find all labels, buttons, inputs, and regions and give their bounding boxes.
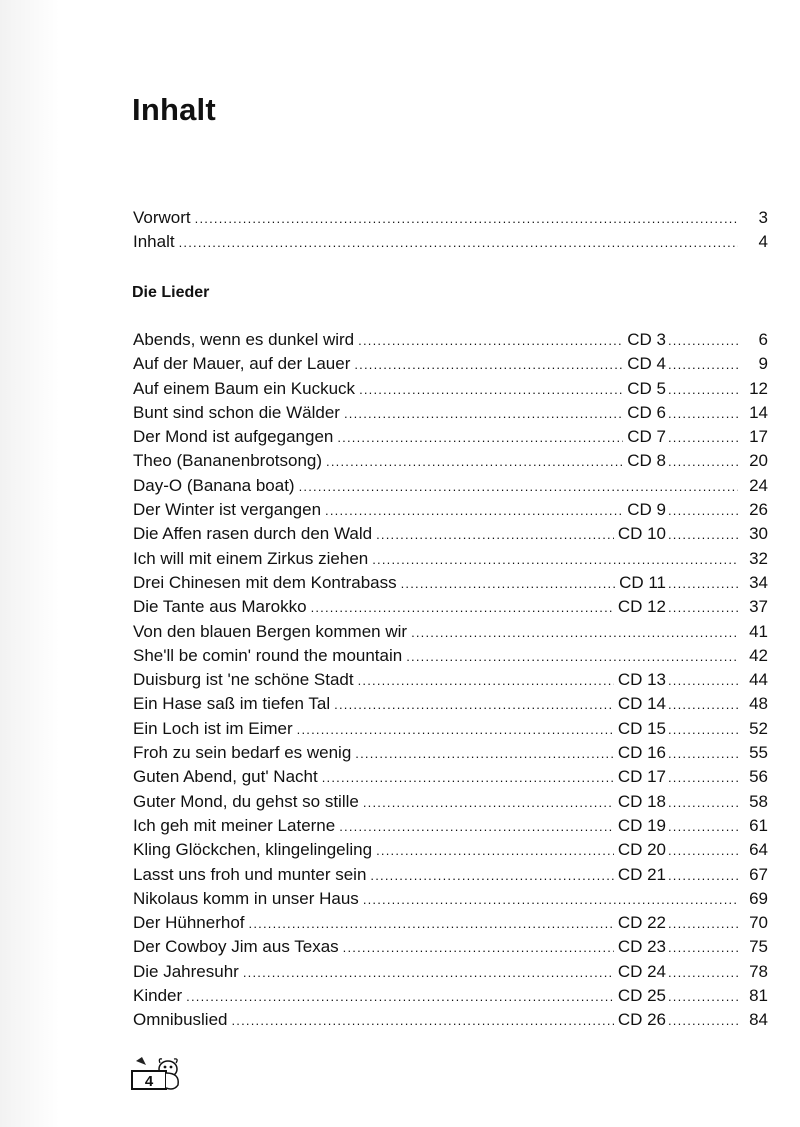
page-number-mascot-icon	[128, 1055, 186, 1093]
dot-leader	[376, 838, 614, 862]
entry-page-number: 64	[749, 840, 768, 860]
entry-page-number: 34	[749, 572, 768, 592]
dot-leader	[411, 620, 738, 644]
entry-title: Omnibuslied	[133, 1010, 228, 1030]
cd-track-label: CD 22	[617, 913, 666, 933]
entry-page-number: 12	[749, 378, 768, 398]
entry-page-number: 84	[749, 1010, 768, 1030]
song-entry	[133, 644, 768, 668]
entry-page-number: 69	[749, 888, 768, 908]
entry-title: Kinder	[133, 986, 183, 1006]
entry-page-number: 3	[758, 208, 768, 227]
cd-track-label: CD 9	[627, 500, 666, 520]
cd-track-label: CD 3	[627, 330, 666, 349]
dot-leader	[668, 522, 738, 546]
song-entry	[133, 814, 768, 838]
dot-leader	[249, 911, 614, 935]
entry-page-number: 42	[749, 645, 768, 665]
dot-leader	[359, 377, 623, 401]
song-entry	[133, 668, 768, 692]
cd-track-label: CD 10	[617, 524, 666, 544]
cd-track-label: CD 8	[627, 451, 666, 471]
entry-title: Drei Chinesen mit dem Kontrabass	[133, 572, 397, 592]
dot-leader	[311, 595, 614, 619]
entry-page-number: 56	[749, 767, 768, 787]
entry-page-number: 32	[749, 548, 768, 568]
entry-title: Ein Loch ist im Eimer	[133, 718, 293, 738]
dot-leader	[376, 522, 614, 546]
song-entry	[133, 1008, 768, 1032]
cd-track-label: CD 24	[617, 961, 666, 981]
song-entry	[133, 692, 768, 716]
song-entry	[133, 984, 768, 1008]
cd-track-label: CD 21	[617, 864, 666, 884]
entry-title: Auf der Mauer, auf der Lauer	[133, 354, 351, 374]
song-entry	[133, 595, 768, 619]
cd-track-label: CD 19	[617, 815, 666, 835]
entry-title: She'll be comin' round the mountain	[133, 645, 403, 665]
front-matter-list	[133, 206, 768, 255]
dot-leader	[668, 595, 738, 619]
cd-track-label: CD 5	[627, 378, 666, 398]
cd-track-label: CD 7	[627, 427, 666, 447]
song-entry	[133, 474, 768, 498]
section-title: Die Lieder	[132, 284, 210, 301]
song-entry	[133, 765, 768, 789]
cd-track-label: CD 14	[617, 694, 666, 714]
cd-track-label: CD 16	[617, 743, 666, 763]
entry-title: Inhalt	[133, 232, 175, 252]
dot-leader	[322, 765, 614, 789]
entry-page-number: 55	[749, 743, 768, 763]
song-entry	[133, 401, 768, 425]
entry-title: Der Winter ist vergangen	[133, 500, 322, 520]
song-entry	[133, 352, 768, 376]
entry-title: Nikolaus komm in unser Haus	[133, 888, 359, 908]
dot-leader	[358, 668, 614, 692]
song-entry	[133, 911, 768, 935]
entry-page-number: 81	[749, 986, 768, 1006]
dot-leader	[243, 960, 614, 984]
dot-leader	[668, 814, 738, 838]
entry-page-number: 58	[749, 791, 768, 811]
toc-entry	[133, 206, 768, 230]
song-entry	[133, 377, 768, 401]
dot-leader	[668, 401, 738, 425]
song-entry	[133, 935, 768, 959]
dot-leader	[668, 790, 738, 814]
song-list	[133, 328, 768, 1033]
dot-leader	[668, 765, 738, 789]
dot-leader	[668, 717, 738, 741]
dot-leader	[668, 668, 738, 692]
dot-leader	[179, 230, 738, 254]
entry-page-number: 75	[749, 937, 768, 957]
entry-title: Abends, wenn es dunkel wird	[133, 330, 355, 349]
dot-leader	[668, 935, 738, 959]
entry-page-number: 67	[749, 864, 768, 884]
entry-page-number: 24	[749, 475, 768, 495]
cd-track-label: CD 18	[617, 791, 666, 811]
entry-page-number: 26	[749, 500, 768, 520]
cd-track-label: CD 25	[617, 986, 666, 1006]
song-entry	[133, 863, 768, 887]
dot-leader	[668, 960, 738, 984]
entry-page-number: 61	[749, 815, 768, 835]
song-entry	[133, 620, 768, 644]
dot-leader	[668, 1008, 738, 1032]
song-entry	[133, 449, 768, 473]
cd-track-label: CD 12	[617, 597, 666, 617]
entry-title: Der Hühnerhof	[133, 913, 245, 933]
dot-leader	[344, 401, 623, 425]
entry-title: Froh zu sein bedarf es wenig	[133, 743, 352, 763]
entry-page-number: 52	[749, 718, 768, 738]
dot-leader	[668, 352, 738, 376]
entry-title: Der Cowboy Jim aus Texas	[133, 937, 339, 957]
cd-track-label: CD 4	[627, 354, 666, 374]
dot-leader	[358, 328, 623, 352]
entry-page-number: 78	[749, 961, 768, 981]
song-entry	[133, 717, 768, 741]
dot-leader	[334, 692, 614, 716]
song-entry	[133, 498, 768, 522]
song-entry	[133, 887, 768, 911]
entry-page-number: 6	[758, 330, 768, 349]
cd-track-label: CD 6	[627, 402, 666, 422]
dot-leader	[363, 887, 738, 911]
entry-page-number: 44	[749, 670, 768, 690]
song-entry	[133, 838, 768, 862]
entry-page-number: 20	[749, 451, 768, 471]
entry-title: Guten Abend, gut' Nacht	[133, 767, 318, 787]
entry-page-number: 48	[749, 694, 768, 714]
entry-title: Duisburg ist 'ne schöne Stadt	[133, 670, 354, 690]
dot-leader	[668, 377, 738, 401]
dot-leader	[355, 741, 614, 765]
song-entry	[133, 571, 768, 595]
entry-title: Day-O (Banana boat)	[133, 475, 295, 495]
dot-leader	[668, 449, 738, 473]
dot-leader	[401, 571, 615, 595]
dot-leader	[372, 547, 738, 571]
song-entry	[133, 425, 768, 449]
song-entry	[133, 328, 768, 352]
entry-title: Ich will mit einem Zirkus ziehen	[133, 548, 369, 568]
scan-edge-shadow	[0, 0, 60, 1127]
dot-leader	[668, 863, 738, 887]
page-number: 4	[144, 1073, 154, 1090]
entry-page-number: 17	[749, 427, 768, 447]
entry-page-number: 4	[758, 232, 768, 252]
entry-page-number: 14	[749, 402, 768, 422]
entry-page-number: 41	[749, 621, 768, 641]
dot-leader	[668, 741, 738, 765]
song-entry	[133, 522, 768, 546]
entry-title: Theo (Bananenbrotsong)	[133, 451, 323, 471]
entry-title: Vorwort	[133, 208, 191, 227]
dot-leader	[370, 863, 613, 887]
cd-track-label: CD 13	[617, 670, 666, 690]
song-entry	[133, 790, 768, 814]
entry-title: Die Affen rasen durch den Wald	[133, 524, 373, 544]
dot-leader	[668, 328, 738, 352]
dot-leader	[668, 692, 738, 716]
dot-leader	[325, 498, 623, 522]
entry-page-number: 30	[749, 524, 768, 544]
cd-track-label: CD 20	[617, 840, 666, 860]
entry-title: Ein Hase saß im tiefen Tal	[133, 694, 331, 714]
entry-title: Die Jahresuhr	[133, 961, 239, 981]
dot-leader	[299, 474, 738, 498]
dot-leader	[186, 984, 614, 1008]
song-entry	[133, 741, 768, 765]
dot-leader	[668, 838, 738, 862]
dot-leader	[339, 814, 614, 838]
cd-track-label: CD 11	[619, 572, 666, 592]
entry-title: Von den blauen Bergen kommen wir	[133, 621, 408, 641]
entry-title: Auf einem Baum ein Kuckuck	[133, 378, 356, 398]
dot-leader	[195, 206, 738, 230]
dot-leader	[326, 449, 623, 473]
cd-track-label: CD 26	[617, 1010, 666, 1030]
dot-leader	[668, 498, 738, 522]
entry-page-number: 9	[758, 354, 768, 374]
dot-leader	[232, 1008, 614, 1032]
dot-leader	[406, 644, 738, 668]
song-entry	[133, 960, 768, 984]
dot-leader	[363, 790, 614, 814]
entry-title: Guter Mond, du gehst so stille	[133, 791, 359, 811]
entry-page-number: 37	[749, 597, 768, 617]
entry-title: Der Mond ist aufgegangen	[133, 427, 334, 447]
dot-leader	[668, 425, 738, 449]
dot-leader	[297, 717, 614, 741]
entry-page-number: 70	[749, 913, 768, 933]
cd-track-label: CD 15	[617, 718, 666, 738]
dot-leader	[354, 352, 623, 376]
dot-leader	[343, 935, 614, 959]
page-title: Inhalt	[132, 92, 216, 127]
dot-leader	[668, 984, 738, 1008]
entry-title: Ich geh mit meiner Laterne	[133, 815, 336, 835]
cd-track-label: CD 17	[617, 767, 666, 787]
entry-title: Lasst uns froh und munter sein	[133, 864, 367, 884]
toc-entry	[133, 230, 768, 254]
entry-title: Die Tante aus Marokko	[133, 597, 307, 617]
dot-leader	[668, 911, 738, 935]
cd-track-label: CD 23	[617, 937, 666, 957]
entry-title: Kling Glöckchen, klingelingeling	[133, 840, 373, 860]
song-entry	[133, 547, 768, 571]
dot-leader	[668, 571, 738, 595]
dot-leader	[337, 425, 623, 449]
entry-title: Bunt sind schon die Wälder	[133, 402, 340, 422]
